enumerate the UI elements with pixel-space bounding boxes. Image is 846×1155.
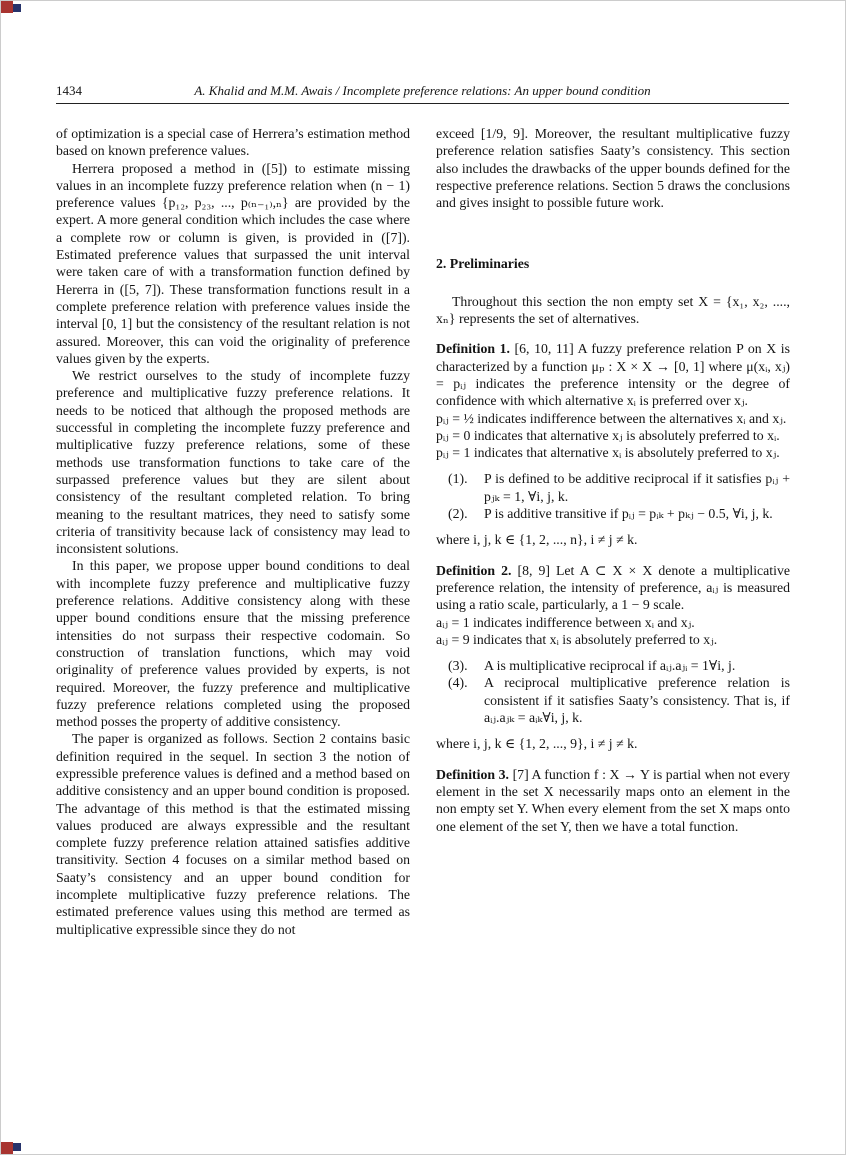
definition-1-case-half: pᵢⱼ = ½ indicates indifference between the alternatives xᵢ and xⱼ.: [436, 410, 787, 426]
definition-1-case-one: pᵢⱼ = 1 indicates that alternative xᵢ is absolutely preferred to xⱼ.: [436, 445, 780, 461]
watermark-corner-top-left: [1, 1, 25, 17]
definition-1-case-zero: pᵢⱼ = 0 indicates that alternative xⱼ is absolutely preferred to xᵢ.: [436, 427, 780, 443]
paragraph-continuation: exceed [1/9, 9]. Moreover, the resultant multiplicative fuzzy preference relation satisfies Saaty’s consistency. This section also includes the drawbacks of the upper bounds defined for the respective preference relations. Section 5 draws the conclusions and gives insight to possible future work.: [436, 126, 790, 211]
watermark-corner-bottom-left: [1, 1138, 25, 1154]
left-column: [56, 125, 410, 938]
enumerated-list-multiplicative: [436, 657, 790, 726]
definition-2-body: [8, 9] Let A ⊂ X × X denote a multiplicative preference relation, the intensity of preference, aᵢⱼ is measured using a ratio scale, particularly, a 1 − 9 scale.: [436, 562, 790, 613]
definition-2-case-one: aᵢⱼ = 1 indicates indifference between xᵢ and xⱼ.: [436, 614, 695, 630]
two-column-body: [56, 125, 789, 938]
running-title: A. Khalid and M.M. Awais / Incomplete preference relations: An upper bound condition: [194, 83, 651, 98]
definition-3: [436, 766, 790, 835]
list-item-text: P is additive transitive if pᵢⱼ = pᵢₖ + pₖⱼ − 0.5, ∀i, j, k.: [484, 506, 773, 522]
enumerated-list-additive: [436, 470, 790, 522]
list-item-text: P is defined to be additive reciprocal if it satisfies pᵢⱼ + pⱼₖ = 1, ∀i, j, k.: [484, 471, 790, 504]
list-item-text: A reciprocal multiplicative preference relation is consistent if it satisfies Saaty’s consistency. That is, if aᵢⱼ.aⱼₖ = aᵢₖ∀i, j, k.: [484, 675, 790, 726]
where-clause-list1: where i, j, k ∈ {1, 2, ..., n}, i ≠ j ≠ k.: [436, 532, 638, 548]
navy-square-mark: [13, 4, 21, 12]
definition-2-label: Definition 2.: [436, 562, 512, 578]
definition-1: [436, 340, 790, 409]
definition-3-label: Definition 3.: [436, 766, 509, 782]
paragraph-contribution: In this paper, we propose upper bound conditions to deal with incomplete fuzzy preference and multiplicative fuzzy preference relations. Additive consistency along with these upper bound conditions ensure that the missing preference intensities do not surpass their respective codomain. So construction of translation functions, which may void originality of preference values provided by experts, is not required. Moreover, the fuzzy preference and multiplicative fuzzy preference relations completed using the proposed method posses the property of additive consistency.: [56, 558, 410, 730]
list-item-4: [448, 674, 790, 726]
definition-2: [436, 562, 790, 614]
definition-1-body: [6, 10, 11] A fuzzy preference relation P on X is characterized by a function μₚ : X × X → [0, 1] where μ(xᵢ, xⱼ) = pᵢⱼ indicates the preference intensity or the degree of confidence with which alternative xᵢ is preferred over xⱼ.: [436, 341, 790, 409]
page-number: 1434: [56, 83, 82, 98]
paragraph-throughout: Throughout this section the non empty set X = {x₁, x₂, ...., xₙ} represents the set of alternatives.: [436, 293, 790, 327]
list-item-number: (2).: [448, 506, 468, 522]
paragraph-scope: We restrict ourselves to the study of incomplete fuzzy preference and multiplicative fuzzy preference relations. It needs to be noticed that although the proposed methods are successful in completing the incomplete fuzzy preference and multiplicative fuzzy preference relations, some of these methods use transformation functions to take care of the surpassed preference values but they are silent about consistency of the resultant completed relation. To bring meaning to the resultant matrices, they need to satisfy some criteria of transitivity because lack of consistency may lead to inconsistent solutions.: [56, 368, 410, 557]
paragraph-continuation: of optimization is a special case of Herrera’s estimation method based on known preference values.: [56, 126, 410, 159]
list-item-number: (1).: [448, 471, 468, 487]
paragraph-herrera-method: Herrera proposed a method in ([5]) to estimate missing values in an incomplete fuzzy preference relation when (n − 1) preference values {p₁₂, p₂₃, ..., p₍ₙ₋₁₎,ₙ} are provided by the expert. A more general condition which includes the case where a complete row or column is given, is provided in ([7]). Estimated preference values that surpassed the unit interval were taken care of with a transformation function defined by Hererra in ([5, 7]). These transformation functions result in a complete preference relation with preference values inside the interval [0, 1] but the consistency of the resultant relation is not assured. Moreover, this can void the originality of preference values given by the experts.: [56, 160, 410, 366]
red-square-mark: [1, 1, 13, 13]
definition-2-case-nine: aᵢⱼ = 9 indicates that xᵢ is absolutely preferred to xⱼ.: [436, 631, 718, 647]
red-square-mark: [1, 1142, 13, 1154]
paragraph-organization: The paper is organized as follows. Section 2 contains basic definition required in the sequel. In section 3 the notion of expressible preference values is defined and a method based on additive consistency and an upper bound condition is proposed. The advantage of this method is that the estimated missing values produced are always expressible and the resultant complete fuzzy preference relation attained satisfies additive transitivity. Section 4 focuses on a similar method based on Saaty’s consistency and an upper bound condition for incomplete multiplicative fuzzy preference relations. The estimated preference values using this method are termed as multiplicative expressible since they do not: [56, 731, 410, 937]
header-rule: [56, 103, 789, 104]
definition-3-body: [7] A function f : X → Y is partial when not every element in the set X necessarily maps onto an element in the non empty set Y. When every element from the set X maps onto one element of the set Y, then we have a total function.: [436, 766, 790, 834]
list-item-number: (4).: [448, 675, 468, 691]
section-heading-preliminaries: 2. Preliminaries: [436, 256, 530, 272]
right-column: [436, 125, 790, 938]
list-item-text: A is multiplicative reciprocal if aᵢⱼ.aⱼᵢ = 1∀i, j.: [484, 658, 736, 674]
list-item-number: (3).: [448, 658, 468, 674]
running-head: [56, 83, 789, 98]
list-item-3: [448, 657, 790, 674]
navy-square-mark: [13, 1143, 21, 1151]
list-item-1: [448, 470, 790, 505]
definition-1-label: Definition 1.: [436, 341, 510, 357]
where-clause-list2: where i, j, k ∈ {1, 2, ..., 9}, i ≠ j ≠ k.: [436, 736, 638, 752]
list-item-2: [448, 505, 790, 522]
